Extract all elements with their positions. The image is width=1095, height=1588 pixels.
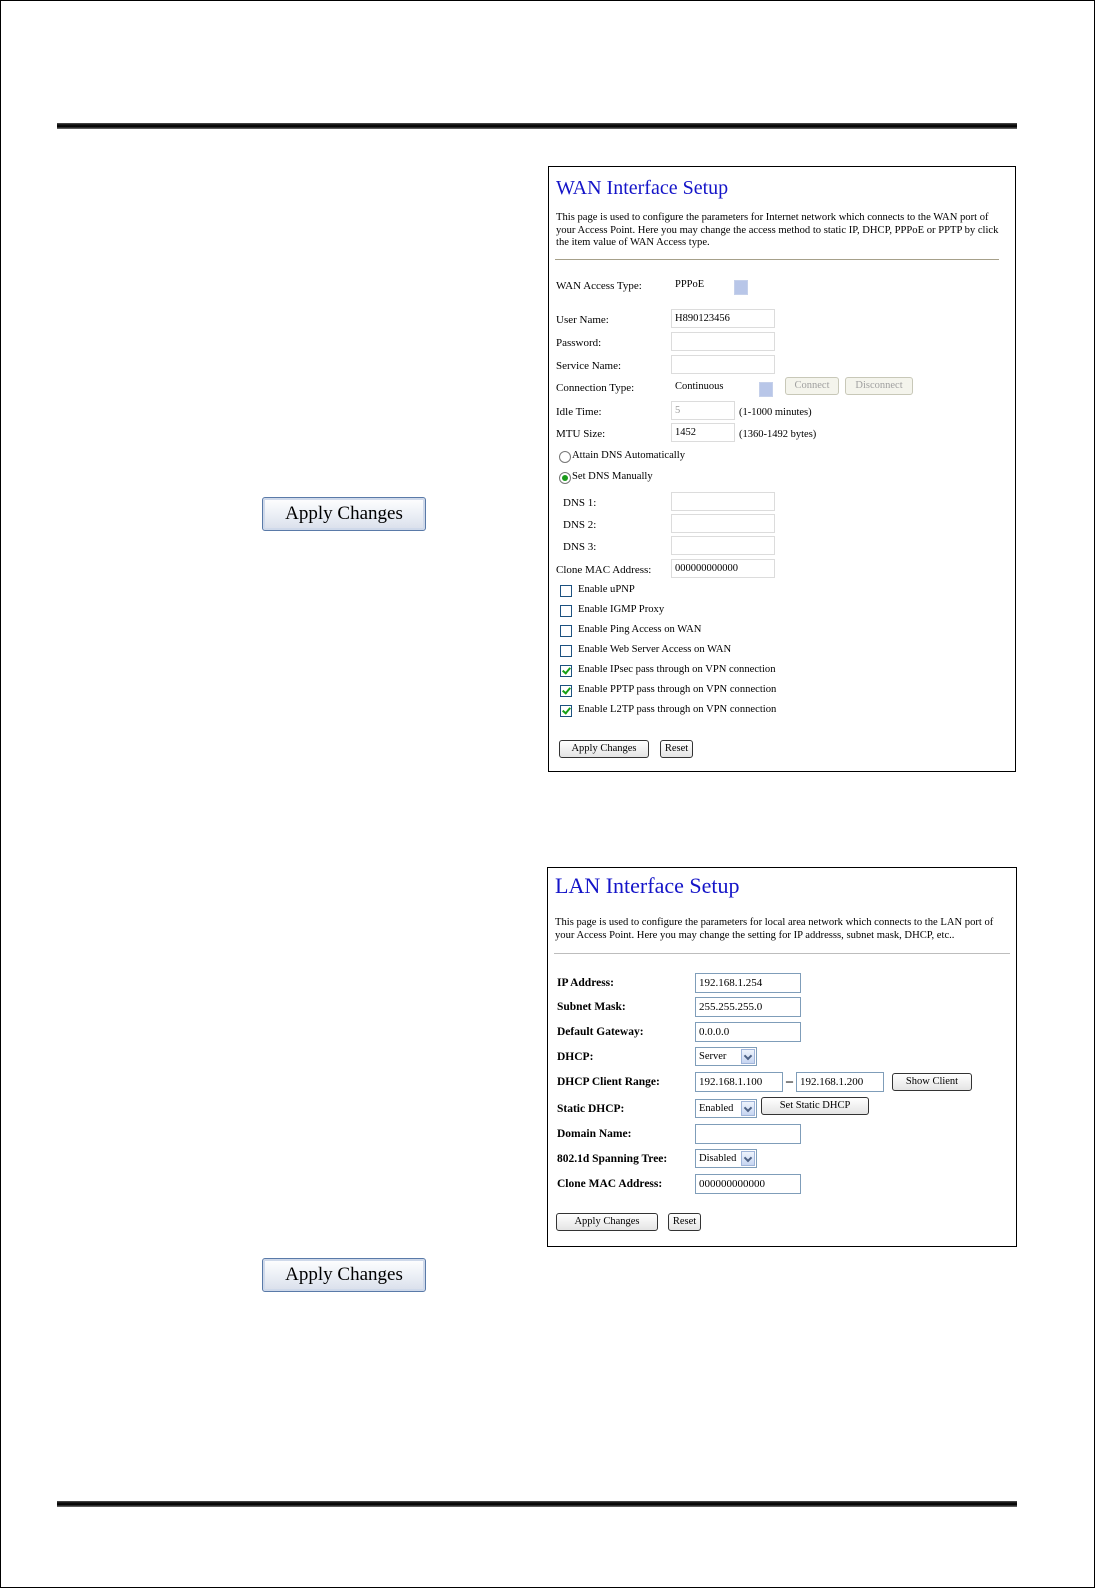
lan-clone-mac-label: Clone MAC Address: [557, 1178, 663, 1190]
enable-pptp-passthrough-label: Enable PPTP pass through on VPN connection [578, 684, 777, 695]
wan-apply-changes-button[interactable]: Apply Changes [559, 740, 649, 758]
mtu-size-hint: (1360-1492 bytes) [739, 429, 817, 440]
chevron-down-icon [741, 1049, 755, 1064]
dhcp-range-end-input[interactable]: 192.168.1.200 [796, 1072, 884, 1092]
enable-upnp-label: Enable uPNP [578, 584, 635, 595]
wan-access-type-label: WAN Access Type: [556, 280, 642, 292]
idle-time-hint: (1-1000 minutes) [739, 407, 812, 418]
static-dhcp-select-value: Enabled [699, 1103, 734, 1114]
show-client-button[interactable]: Show Client [892, 1073, 972, 1091]
dns-auto-label: Attain DNS Automatically [572, 450, 685, 461]
dhcp-range-separator: – [786, 1074, 793, 1089]
password-input[interactable] [671, 332, 775, 351]
mtu-size-label: MTU Size: [556, 428, 606, 440]
dhcp-label: DHCP: [557, 1051, 594, 1063]
enable-ipsec-passthrough-label: Enable IPsec pass through on VPN connection [578, 664, 776, 675]
enable-web-server-wan-checkbox[interactable] [560, 645, 572, 657]
enable-l2tp-passthrough-label: Enable L2TP pass through on VPN connection [578, 704, 777, 715]
enable-igmp-proxy-label: Enable IGMP Proxy [578, 604, 665, 615]
lan-description: This page is used to configure the parameters for local area network which connects to the LAN port of your Access Point. Here you may change the setting for IP addresss, subnet mask, DHCP, etc.. [555, 917, 994, 941]
domain-name-label: Domain Name: [557, 1128, 632, 1140]
password-label: Password: [556, 337, 602, 349]
ip-address-label: IP Address: [557, 977, 614, 989]
dhcp-client-range-label: DHCP Client Range: [557, 1076, 660, 1088]
wan-reset-button[interactable]: Reset [660, 740, 693, 758]
enable-igmp-proxy-checkbox[interactable] [560, 605, 572, 617]
spanning-tree-select-value: Disabled [699, 1153, 737, 1164]
default-gateway-input[interactable]: 0.0.0.0 [695, 1022, 801, 1042]
wan-clone-mac-input[interactable]: 000000000000 [671, 559, 775, 578]
enable-pptp-passthrough-checkbox[interactable] [560, 685, 572, 697]
set-static-dhcp-button[interactable]: Set Static DHCP [761, 1097, 869, 1115]
wan-interface-panel [548, 166, 1016, 772]
dns1-label: DNS 1: [563, 497, 597, 509]
enable-ipsec-passthrough-checkbox[interactable] [560, 665, 572, 677]
wan-clone-mac-label: Clone MAC Address: [556, 564, 652, 576]
wan-description: This page is used to configure the parameters for Internet network which connects to the WAN port of your Access Point. Here you may change the access method to static IP, DHCP, PPPoE or PPTP by click the item value of WAN Access type. [556, 212, 999, 248]
enable-ping-wan-checkbox[interactable] [560, 625, 572, 637]
enable-upnp-checkbox[interactable] [560, 585, 572, 597]
lan-divider [554, 953, 1010, 954]
chevron-down-icon [741, 1151, 755, 1166]
service-name-input[interactable] [671, 355, 775, 374]
user-name-input[interactable]: H890123456 [671, 309, 775, 328]
lan-reset-button[interactable]: Reset [668, 1213, 701, 1231]
default-gateway-label: Default Gateway: [557, 1026, 644, 1038]
subnet-mask-label: Subnet Mask: [557, 1001, 626, 1013]
connection-type-select[interactable]: Continuous [675, 381, 724, 392]
lan-page-title: LAN Interface Setup [555, 873, 740, 898]
connection-type-label: Connection Type: [556, 382, 635, 394]
apply-changes-button-sample-top[interactable]: Apply Changes [262, 497, 426, 531]
static-dhcp-select[interactable] [695, 1099, 757, 1118]
chevron-down-icon [741, 1101, 755, 1116]
wan-page-title: WAN Interface Setup [556, 177, 729, 199]
footer-rule [57, 1501, 1017, 1507]
enable-l2tp-passthrough-checkbox[interactable] [560, 705, 572, 717]
spanning-tree-select[interactable] [695, 1149, 757, 1168]
static-dhcp-label: Static DHCP: [557, 1103, 625, 1115]
dns2-input[interactable] [671, 514, 775, 533]
idle-time-input[interactable]: 5 [671, 401, 735, 420]
lan-clone-mac-input[interactable]: 000000000000 [695, 1174, 801, 1194]
enable-ping-wan-label: Enable Ping Access on WAN [578, 624, 702, 635]
apply-changes-button-sample-bottom[interactable]: Apply Changes [262, 1258, 426, 1292]
lan-interface-panel [547, 867, 1017, 1247]
service-name-label: Service Name: [556, 360, 622, 372]
enable-web-server-wan-label: Enable Web Server Access on WAN [578, 644, 732, 655]
dns-auto-radio[interactable] [559, 451, 571, 463]
dns3-label: DNS 3: [563, 541, 597, 553]
ip-address-input[interactable]: 192.168.1.254 [695, 973, 801, 993]
header-rule [57, 123, 1017, 129]
disconnect-button[interactable]: Disconnect [845, 377, 913, 395]
dns1-input[interactable] [671, 492, 775, 511]
dns2-label: DNS 2: [563, 519, 597, 531]
connection-type-dropdown-icon[interactable] [759, 382, 773, 397]
dns3-input[interactable] [671, 536, 775, 555]
wan-divider [555, 259, 999, 260]
idle-time-label: Idle Time: [556, 406, 602, 418]
dns-manual-label: Set DNS Manually [572, 471, 653, 482]
dhcp-range-start-input[interactable]: 192.168.1.100 [695, 1072, 783, 1092]
lan-apply-changes-button[interactable]: Apply Changes [556, 1213, 658, 1231]
mtu-size-input[interactable]: 1452 [671, 423, 735, 442]
wan-access-type-dropdown-icon[interactable] [734, 280, 748, 295]
spanning-tree-label: 802.1d Spanning Tree: [557, 1153, 668, 1165]
dns-manual-radio[interactable] [559, 472, 571, 484]
wan-access-type-select[interactable]: PPPoE [675, 279, 705, 290]
connect-button[interactable]: Connect [785, 377, 839, 395]
dhcp-select-value: Server [699, 1051, 727, 1062]
domain-name-input[interactable] [695, 1124, 801, 1144]
dhcp-select[interactable] [695, 1047, 757, 1066]
subnet-mask-input[interactable]: 255.255.255.0 [695, 997, 801, 1017]
user-name-label: User Name: [556, 314, 609, 326]
